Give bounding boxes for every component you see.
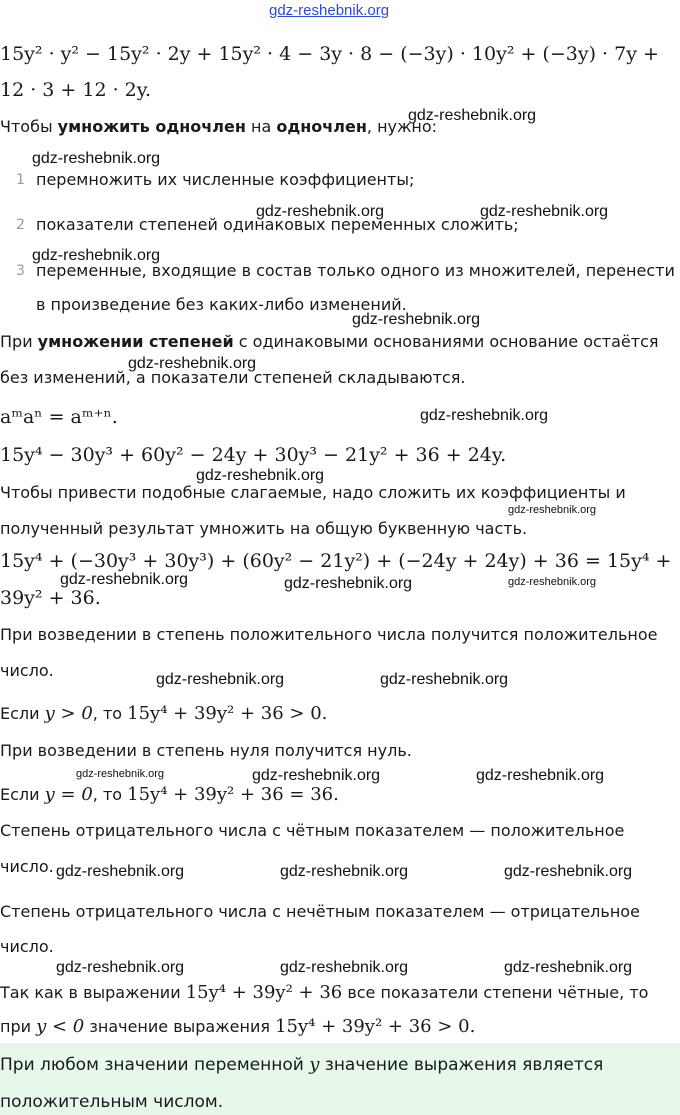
list-item-2: показатели степеней одинаковых переменных сложить; (36, 215, 519, 234)
watermark: gdz-reshebnik.org (32, 247, 161, 264)
watermark: gdz-reshebnik.org (76, 768, 165, 780)
watermark: gdz-reshebnik.org (252, 767, 381, 784)
text-since-even: Так как в выражении 15y⁴ + 39y² + 36 все показатели степени чётные, то (0, 982, 649, 1003)
watermark: gdz-reshebnik.org (56, 863, 185, 880)
watermark: gdz-reshebnik.org (476, 767, 605, 784)
watermark: gdz-reshebnik.org (156, 671, 285, 688)
list-number: 3 (16, 263, 25, 279)
formula-power-rule: aᵐaⁿ = aᵐ⁺ⁿ. (0, 406, 118, 428)
watermark: gdz-reshebnik.org (508, 576, 597, 588)
watermark: gdz-reshebnik.org (56, 959, 185, 976)
watermark: gdz-reshebnik.org (280, 863, 409, 880)
watermark-top-link[interactable]: gdz-reshebnik.org (269, 2, 390, 19)
watermark: gdz-reshebnik.org (420, 407, 549, 424)
conclusion-text: При любом значении переменной y значение выражения является (0, 1054, 604, 1075)
watermark: gdz-reshebnik.org (380, 671, 509, 688)
formula-grouped: 15y⁴ + (−30y³ + 30y³) + (60y² − 21y²) + (−24y + 24y) + 36 = 15y⁴ + (0, 550, 672, 572)
rule-monomial-multiply: Чтобы умножить одночлен на одночлен, нужно: (0, 117, 438, 136)
watermark: gdz-reshebnik.org (284, 575, 413, 592)
watermark: gdz-reshebnik.org (256, 203, 385, 220)
watermark: gdz-reshebnik.org (352, 311, 481, 328)
list-number: 2 (16, 217, 25, 233)
watermark: gdz-reshebnik.org (408, 107, 537, 124)
rule-like-terms: Чтобы привести подобные слагаемые, надо сложить их коэффициенты и (0, 483, 626, 502)
watermark: gdz-reshebnik.org (196, 467, 325, 484)
list-item-3: переменные, входящие в состав только одного из множителей, перенести (36, 261, 675, 280)
text-negative-odd: Степень отрицательного числа с нечётным показателем — отрицательное (0, 902, 640, 921)
formula-expansion-line1: 15y² · y² − 15y² · 2y + 15y² · 4 − 3y · 8 − (−3y) · 10y² + (−3y) · 7y + (0, 43, 659, 65)
list-item-3-cont: в произведение без каких-либо изменений. (36, 295, 407, 314)
formula-expanded-sum: 15y⁴ − 30y³ + 60y² − 24y + 30y³ − 21y² + 36 + 24y. (0, 444, 507, 466)
text-negative-odd-cont: число. (0, 937, 54, 956)
text-negative-even-cont: число. (0, 857, 54, 876)
text-zero-power: При возведении в степень нуля получится нуль. (0, 741, 412, 760)
watermark: gdz-reshebnik.org (480, 203, 609, 220)
rule-power-multiply: При умножении степеней с одинаковыми основаниями основание остаётся (0, 332, 659, 351)
formula-grouped-line2: 39y² + 36. (0, 587, 101, 609)
text-positive-power-cont: число. (0, 661, 54, 680)
watermark: gdz-reshebnik.org (508, 504, 597, 516)
watermark: gdz-reshebnik.org (504, 959, 633, 976)
text-positive-power: При возведении в степень положительного числа получится положительное (0, 625, 658, 644)
watermark: gdz-reshebnik.org (280, 959, 409, 976)
watermark: gdz-reshebnik.org (128, 355, 257, 372)
list-number: 1 (16, 172, 25, 188)
list-item-1: перемножить их численные коэффициенты; (36, 170, 415, 189)
case-y-positive: Если y > 0, то 15y⁴ + 39y² + 36 > 0. (0, 703, 328, 724)
watermark: gdz-reshebnik.org (504, 863, 633, 880)
text-when-negative: при y < 0 значение выражения 15y⁴ + 39y² + 36 > 0. (0, 1016, 476, 1037)
conclusion-text-cont: положительным числом. (0, 1092, 224, 1112)
text-negative-even: Степень отрицательного числа с чётным показателем — положительное (0, 821, 625, 840)
watermark: gdz-reshebnik.org (32, 150, 161, 167)
rule-like-terms-cont: полученный результат умножить на общую буквенную часть. (0, 519, 528, 538)
watermark: gdz-reshebnik.org (60, 571, 189, 588)
rule-power-multiply-cont: без изменений, а показатели степеней складываются. (0, 368, 466, 387)
case-y-zero: Если y = 0, то 15y⁴ + 39y² + 36 = 36. (0, 784, 339, 805)
formula-expansion-line2: 12 · 3 + 12 · 2y. (0, 79, 152, 101)
